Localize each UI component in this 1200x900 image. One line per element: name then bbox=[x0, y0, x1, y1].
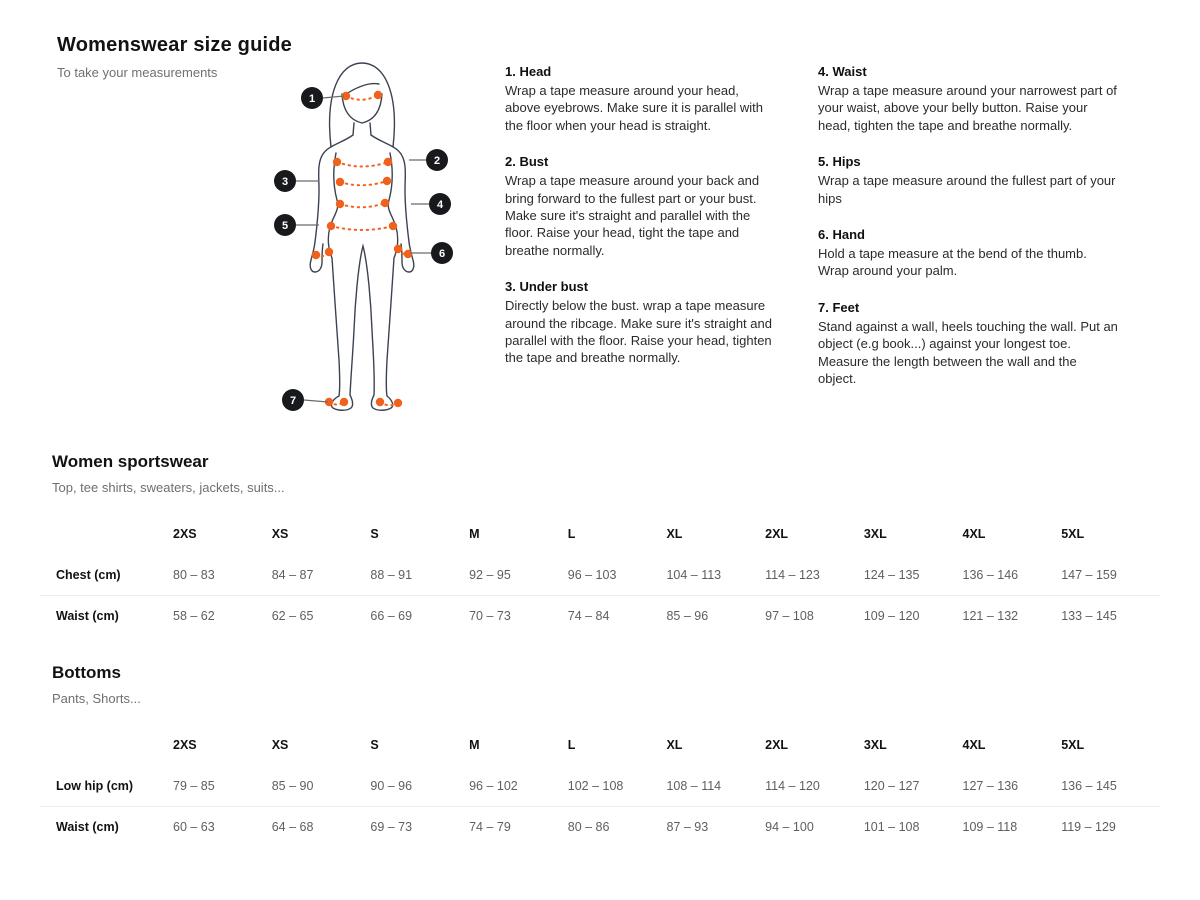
svg-text:6: 6 bbox=[438, 248, 446, 260]
size-range-cell: 70 – 73 bbox=[469, 609, 511, 623]
size-range-cell: 69 – 73 bbox=[370, 820, 413, 834]
size-column-header: 2XS bbox=[173, 527, 197, 541]
body-outline bbox=[310, 63, 414, 410]
size-table-container bbox=[40, 513, 1200, 636]
instruction-text: Directly below the bust. wrap a tape measure around the ribcage. Make sure it's straight and parallel with the floor. Raise your head, tighten the tape and breathe normally. bbox=[505, 298, 772, 366]
size-table bbox=[40, 724, 1160, 847]
size-range-cell: 85 – 90 bbox=[272, 766, 371, 807]
size-range-cell: 104 – 113 bbox=[666, 555, 765, 596]
section-women-sportswear bbox=[0, 452, 1200, 636]
instruction-title: 7. Feet bbox=[818, 299, 860, 315]
size-column-header: XS bbox=[271, 738, 289, 752]
page-subtitle: To take your measurements bbox=[57, 65, 218, 80]
size-range-cell: 79 – 85 bbox=[173, 766, 272, 807]
row-label: Chest (cm) bbox=[40, 555, 173, 596]
size-range-cell: 74 – 79 bbox=[469, 820, 511, 834]
size-range-cell: 102 – 108 bbox=[568, 766, 667, 807]
svg-text:2: 2 bbox=[433, 155, 441, 167]
svg-text:4: 4 bbox=[436, 199, 444, 211]
row-label: Waist (cm) bbox=[56, 609, 119, 623]
page-title: Womenswear size guide bbox=[57, 34, 293, 56]
instruction-item bbox=[505, 64, 777, 134]
size-range-cell: 114 – 120 bbox=[765, 766, 864, 807]
marker-6-hand bbox=[410, 242, 453, 264]
table-row bbox=[40, 766, 1160, 807]
size-range-cell: 58 – 62 bbox=[173, 609, 215, 623]
marker-5-hips bbox=[274, 214, 319, 236]
svg-text:7: 7 bbox=[289, 395, 297, 407]
size-column-header: XL bbox=[666, 738, 683, 752]
size-column-header: 2XS bbox=[173, 738, 197, 752]
instruction-title: 5. Hips bbox=[818, 154, 861, 170]
size-range-cell: 147 – 159 bbox=[1061, 555, 1160, 596]
bust-measure-line bbox=[337, 162, 388, 167]
instruction-text: Stand against a wall, heels touching the wall. Put an object (e.g book...) against your longest toe. Measure the length between the wall and the object. bbox=[818, 318, 1118, 387]
instruction-title: 4. Waist bbox=[818, 64, 867, 79]
underbust-measure-line bbox=[340, 181, 387, 185]
size-column-header: M bbox=[469, 738, 480, 752]
size-column-header: S bbox=[370, 738, 379, 752]
instruction-text: Wrap a tape measure around your narrowest part of your waist, above your belly button. Raise your head, tighten the tape and breathe normally. bbox=[818, 83, 1117, 133]
table-row bbox=[40, 555, 1160, 596]
size-column-header: 2XL bbox=[765, 738, 789, 752]
row-label: Low hip (cm) bbox=[40, 766, 173, 807]
size-range-cell: 60 – 63 bbox=[173, 820, 215, 834]
size-column-header: 2XL bbox=[765, 527, 789, 541]
size-range-cell: 87 – 93 bbox=[666, 820, 709, 834]
size-range-cell: 88 – 91 bbox=[370, 555, 469, 596]
size-column-header: 5XL bbox=[1061, 738, 1085, 752]
size-header-row bbox=[40, 513, 1160, 555]
size-range-cell: 101 – 108 bbox=[863, 820, 920, 834]
instruction-text: Wrap a tape measure around the fullest part of your hips bbox=[818, 173, 1116, 206]
size-range-cell: 119 – 129 bbox=[1061, 820, 1116, 834]
measurement-guide-section bbox=[0, 0, 1200, 448]
instruction-item bbox=[505, 154, 777, 259]
size-range-cell: 66 – 69 bbox=[370, 609, 413, 623]
size-column-header: 4XL bbox=[962, 738, 986, 752]
size-range-cell: 133 – 145 bbox=[1061, 609, 1117, 623]
section-subheading: Top, tee shirts, sweaters, jackets, suits... bbox=[52, 480, 285, 495]
size-range-cell: 96 – 102 bbox=[469, 766, 568, 807]
size-column-header: L bbox=[567, 527, 576, 541]
instruction-text: Wrap a tape measure around your head, above eyebrows. Make sure it is parallel with the floor when your head is straight. bbox=[505, 83, 763, 133]
instruction-text: Hold a tape measure at the bend of the thumb. Wrap around your palm. bbox=[818, 246, 1087, 279]
size-range-cell: 84 – 87 bbox=[272, 555, 371, 596]
instruction-title: 2. Bust bbox=[505, 154, 549, 170]
size-column-header: 3XL bbox=[863, 527, 887, 541]
section-subheading: Pants, Shorts... bbox=[52, 691, 141, 706]
size-range-cell: 109 – 118 bbox=[962, 820, 1018, 834]
size-table-container bbox=[40, 724, 1200, 847]
size-range-cell: 121 – 132 bbox=[962, 609, 1019, 623]
marker-3-underbust bbox=[274, 170, 319, 192]
instruction-item bbox=[818, 154, 1118, 207]
marker-4-waist bbox=[411, 193, 451, 215]
size-range-cell: 85 – 96 bbox=[666, 609, 709, 623]
size-header-row bbox=[40, 724, 1160, 766]
section-heading: Bottoms bbox=[52, 663, 121, 682]
title-block bbox=[57, 34, 292, 80]
instruction-item bbox=[818, 227, 1118, 280]
size-range-cell: 96 – 103 bbox=[568, 555, 667, 596]
hips-measure-line bbox=[331, 226, 393, 230]
size-range-cell: 92 – 95 bbox=[469, 555, 568, 596]
size-range-cell: 64 – 68 bbox=[271, 820, 314, 834]
size-range-cell: 108 – 114 bbox=[666, 766, 765, 807]
section-heading: Women sportswear bbox=[52, 452, 209, 471]
size-range-cell: 80 – 86 bbox=[567, 820, 610, 834]
size-range-cell: 80 – 83 bbox=[173, 555, 272, 596]
waist-measure-line bbox=[340, 203, 385, 207]
body-figure-illustration bbox=[262, 50, 482, 435]
size-range-cell: 127 – 136 bbox=[963, 766, 1062, 807]
instruction-item bbox=[818, 300, 1118, 388]
row-label: Waist (cm) bbox=[56, 820, 119, 834]
body-measurement-diagram bbox=[262, 50, 482, 435]
size-range-cell: 94 – 100 bbox=[765, 820, 814, 834]
size-column-header: XS bbox=[271, 527, 289, 541]
size-column-header: XL bbox=[666, 527, 683, 541]
table-row bbox=[40, 596, 1160, 637]
size-table bbox=[40, 513, 1160, 636]
size-column-header: 4XL bbox=[962, 527, 986, 541]
table-row bbox=[40, 807, 1160, 848]
size-column-header: S bbox=[370, 527, 379, 541]
svg-text:1: 1 bbox=[308, 93, 316, 105]
size-range-cell: 62 – 65 bbox=[271, 609, 314, 623]
size-range-cell: 74 – 84 bbox=[567, 609, 610, 623]
size-range-cell: 136 – 146 bbox=[963, 555, 1062, 596]
size-range-cell: 124 – 135 bbox=[864, 555, 963, 596]
size-column-header: L bbox=[567, 738, 576, 752]
corner-cell bbox=[40, 513, 173, 555]
instruction-title: 1. Head bbox=[505, 64, 552, 79]
head-measure-line bbox=[346, 95, 378, 100]
marker-1-head bbox=[301, 87, 344, 109]
size-range-cell: 97 – 108 bbox=[765, 609, 814, 623]
corner-cell bbox=[40, 724, 173, 766]
size-column-header: 5XL bbox=[1061, 527, 1085, 541]
svg-text:5: 5 bbox=[281, 220, 289, 232]
size-range-cell: 120 – 127 bbox=[864, 766, 963, 807]
marker-7-feet bbox=[282, 389, 328, 411]
svg-text:3: 3 bbox=[281, 176, 289, 188]
instruction-title: 3. Under bust bbox=[505, 279, 589, 295]
marker-2-bust bbox=[409, 149, 448, 171]
size-range-cell: 114 – 123 bbox=[765, 555, 864, 596]
instructions-column-1 bbox=[505, 64, 777, 387]
instruction-item bbox=[505, 279, 777, 367]
size-range-cell: 136 – 145 bbox=[1061, 766, 1160, 807]
section-bottoms bbox=[0, 663, 1200, 847]
size-range-cell: 90 – 96 bbox=[370, 766, 469, 807]
instruction-item bbox=[818, 64, 1118, 134]
instruction-title: 6. Hand bbox=[818, 227, 865, 243]
size-column-header: 3XL bbox=[863, 738, 887, 752]
instruction-text: Wrap a tape measure around your back and bring forward to the fullest part or your bust. Make sure it's straight and parallel with the floor. Raise your head, tight the tape and breathe normally. bbox=[505, 173, 760, 258]
size-column-header: M bbox=[469, 527, 480, 541]
instructions-column-2 bbox=[818, 64, 1118, 407]
size-range-cell: 109 – 120 bbox=[863, 609, 920, 623]
